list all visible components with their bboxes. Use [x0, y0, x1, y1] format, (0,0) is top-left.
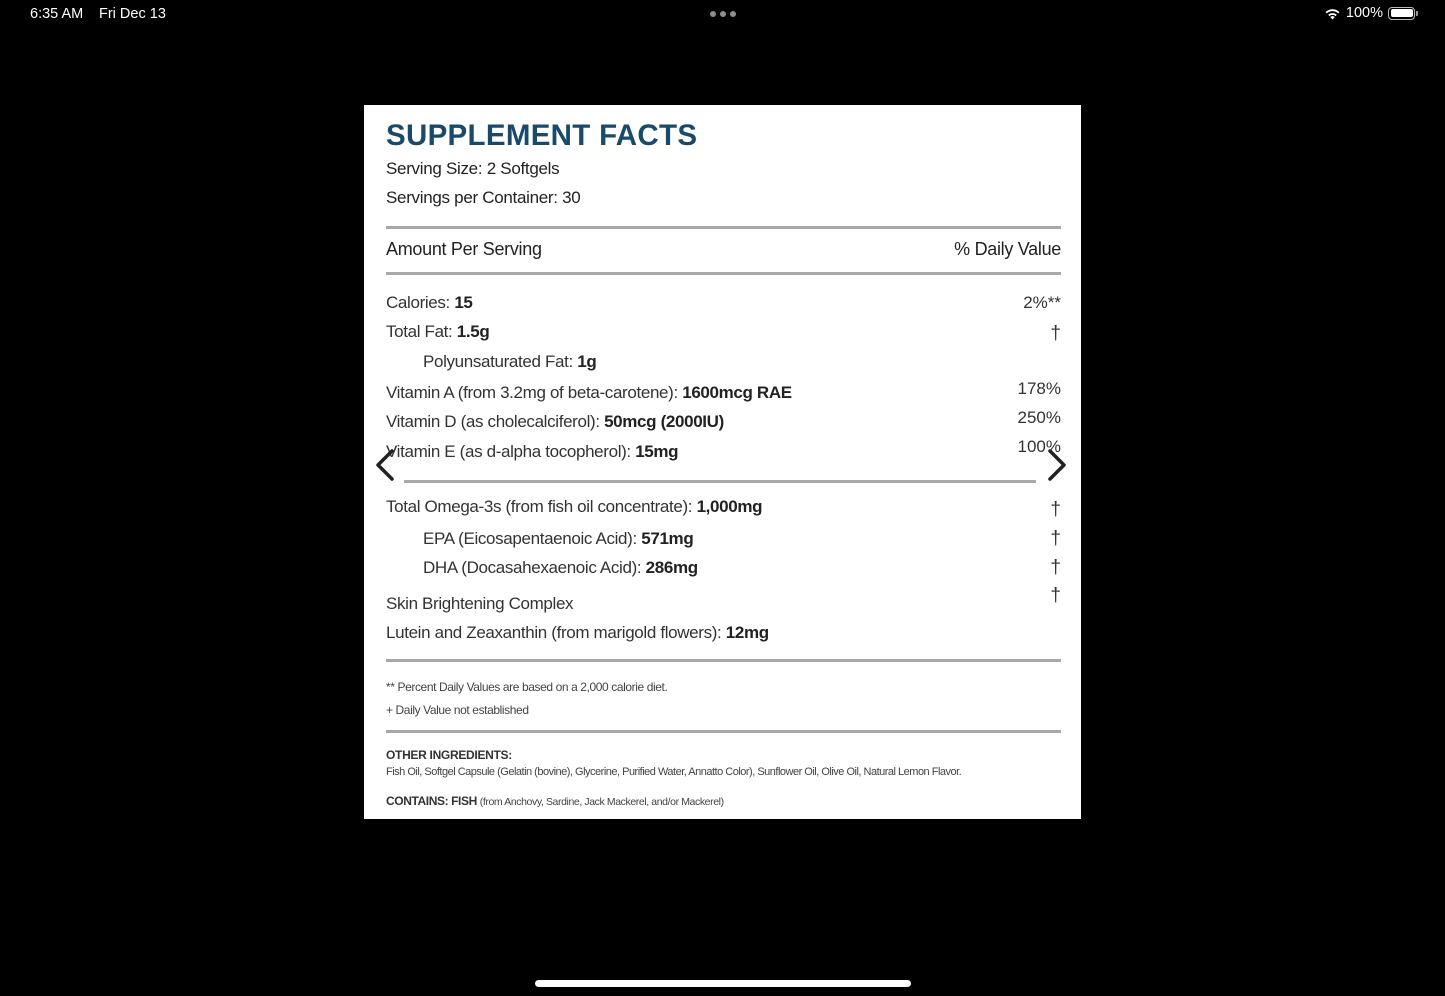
battery-full-icon	[1388, 7, 1415, 20]
status-right	[1324, 5, 1415, 21]
dv-vitamin-d: 250%	[1017, 408, 1061, 427]
nutrient-value: 12mg	[725, 623, 769, 642]
nutrient-value: 50mcg (2000IU)	[604, 412, 724, 431]
other-ingredients-heading: OTHER INGREDIENTS:	[386, 748, 512, 762]
footnote-percent-dv: ** Percent Daily Values are based on a 2,000 calorie diet.	[386, 680, 668, 694]
nutrient-row-omega-3	[386, 497, 1061, 517]
servings-per-container-label: Servings per Container:	[386, 188, 558, 207]
contains-heading: CONTAINS: FISH	[386, 794, 477, 808]
nutrient-row-lutein	[386, 623, 1061, 643]
divider	[386, 730, 1061, 733]
other-ingredients-text: Fish Oil, Softgel Capsule (Gelatin (bovine), Glycerine, Purified Water, Annatto Color), Sunflower Oil, Olive Oil, Natural Lemon Flavor.	[386, 766, 962, 778]
serving-size-value: 2 Softgels	[486, 159, 560, 178]
header-amount: Amount Per Serving	[386, 239, 542, 259]
divider	[386, 659, 1061, 662]
label-title: SUPPLEMENT FACTS	[386, 119, 698, 152]
status-bar	[0, 0, 1445, 28]
nutrient-row-vitamin-e	[386, 442, 1061, 462]
dv-vitamin-a: 178%	[1017, 379, 1061, 398]
divider	[404, 480, 1036, 483]
divider	[386, 272, 1061, 275]
nutrient-row-polyunsaturated-fat	[386, 352, 1061, 372]
chevron-left-icon	[370, 445, 400, 485]
divider	[386, 226, 1061, 229]
servings-per-container-value: 30	[562, 188, 581, 207]
dagger-icon: †	[1050, 585, 1061, 606]
nutrient-value: 1600mcg RAE	[682, 383, 792, 402]
home-indicator[interactable]	[535, 980, 911, 987]
nutrient-value: 15	[454, 293, 473, 312]
next-button[interactable]	[1042, 445, 1072, 485]
nutrient-label: Skin Brightening Complex	[386, 594, 574, 613]
nutrient-label: EPA (Eicosapentaenoic Acid):	[423, 529, 637, 548]
nutrient-label: Vitamin E (as d-alpha tocopherol):	[386, 442, 631, 461]
nutrient-row-vitamin-d	[386, 412, 1061, 432]
chevron-right-icon	[1042, 445, 1072, 485]
nutrient-value: 1g	[577, 352, 597, 371]
wifi-icon	[1324, 7, 1341, 20]
nutrient-row-epa	[386, 529, 1061, 549]
dagger-icon: †	[1050, 323, 1061, 344]
dagger-icon: †	[1050, 528, 1061, 549]
supplement-facts-image[interactable]	[364, 105, 1081, 819]
footnote-dv-not-established: + Daily Value not established	[386, 703, 529, 717]
serving-size-label: Serving Size:	[386, 159, 483, 178]
nutrient-label: DHA (Docasahexaenoic Acid):	[423, 558, 642, 577]
nutrient-value: 571mg	[641, 529, 694, 548]
dagger-icon: †	[1050, 557, 1061, 578]
serving-size	[386, 159, 559, 179]
status-time: 6:35 AM	[30, 6, 84, 22]
status-date: Fri Dec 13	[99, 6, 166, 22]
nutrient-label: Total Fat:	[386, 322, 453, 341]
nutrient-label: Total Omega-3s (from fish oil concentrate):	[386, 497, 693, 516]
nutrient-row-vitamin-a	[386, 383, 1061, 403]
nutrient-label: Lutein and Zeaxanthin (from marigold flowers):	[386, 623, 722, 642]
nutrient-row-dha	[386, 558, 1061, 578]
nutrient-row-total-fat	[386, 322, 1061, 342]
nutrient-value: 15mg	[635, 442, 679, 461]
nutrient-value: 1,000mg	[696, 497, 763, 516]
contains-allergens	[386, 794, 724, 808]
nutrient-label: Calories:	[386, 293, 450, 312]
header-daily-value: % Daily Value	[954, 239, 1061, 259]
nutrient-row-skin-brightening	[386, 594, 1061, 614]
previous-button[interactable]	[370, 445, 400, 485]
nutrient-value: 286mg	[645, 558, 698, 577]
nutrient-label: Vitamin D (as cholecalciferol):	[386, 412, 600, 431]
dv-vitamin-e: 100%	[1017, 437, 1061, 456]
nutrient-label: Polyunsaturated Fat:	[423, 352, 573, 371]
more-dots-icon[interactable]	[710, 11, 736, 17]
nutrient-label: Vitamin A (from 3.2mg of beta-carotene):	[386, 383, 678, 402]
nutrient-row-calories	[386, 293, 1061, 313]
servings-per-container	[386, 188, 580, 208]
battery-percent: 100%	[1345, 5, 1383, 21]
dv-calories: 2%**	[1023, 293, 1061, 312]
contains-text: (from Anchovy, Sardine, Jack Mackerel, and/or Mackerel)	[479, 796, 724, 808]
dagger-icon: †	[1050, 499, 1061, 520]
nutrient-value: 1.5g	[456, 322, 490, 341]
